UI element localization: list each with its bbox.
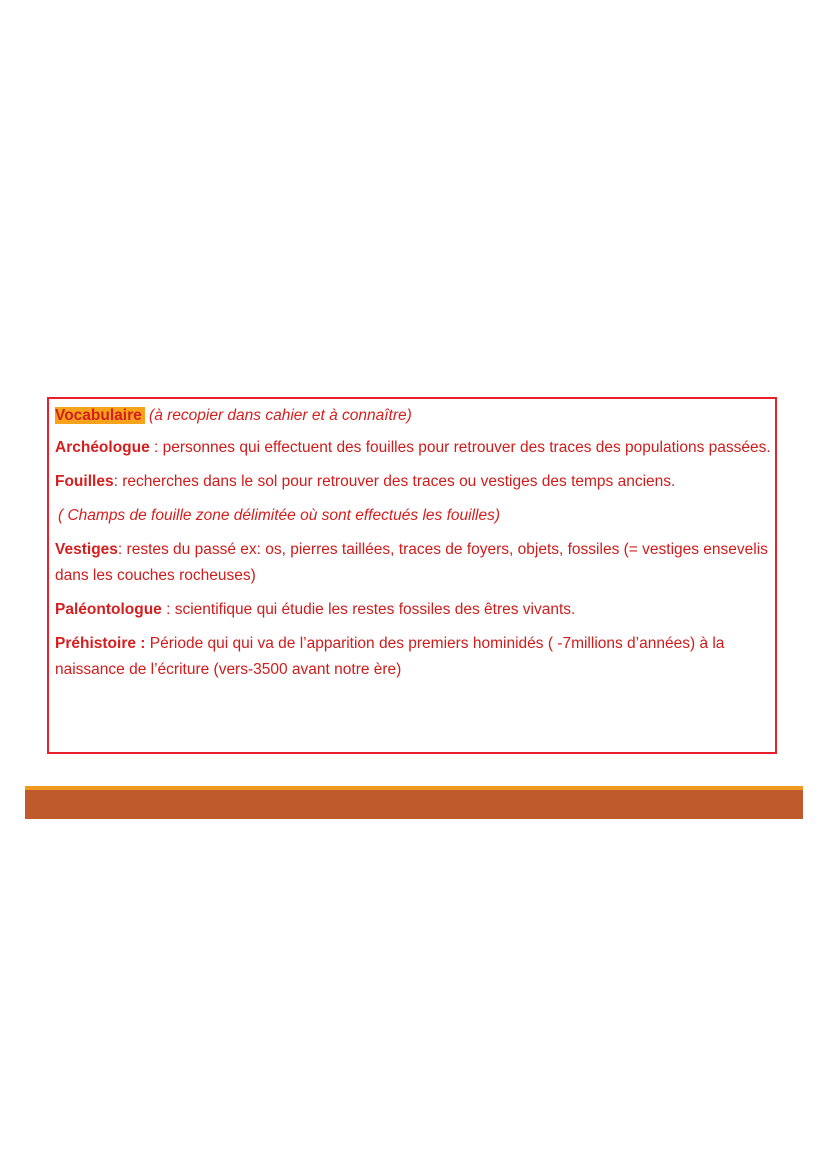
vocabulary-heading-line — [55, 403, 775, 429]
vocabulary-heading: Vocabulaire — [55, 407, 145, 424]
def-fouilles: recherches dans le sol pour retrouver des traces ou vestiges des temps anciens. — [122, 473, 676, 490]
term-archeologue: Archéologue — [55, 439, 150, 456]
sep-vestiges: : — [117, 541, 127, 558]
entry-paleontologue — [55, 597, 775, 623]
sep-archeologue: : — [149, 439, 163, 456]
term-paleontologue: Paléontologue — [55, 601, 162, 618]
term-prehistoire: Préhistoire : — [55, 635, 146, 652]
vocabulary-box — [47, 397, 777, 754]
entry-archeologue — [55, 435, 775, 461]
entry-prehistoire — [55, 631, 775, 683]
term-fouilles: Fouilles — [55, 473, 114, 490]
def-paleontologue: scientifique qui étudie les restes fossiles des êtres vivants. — [174, 601, 576, 618]
entry-champs-note — [55, 503, 775, 529]
def-prehistoire: Période qui qui va de l’apparition des premiers hominidés ( -7millions d’années) à la naissance de l’écriture (vers-3500 avant notre ère) — [55, 635, 725, 678]
decorative-band-brown — [25, 790, 803, 819]
def-vestiges: restes du passé ex: os, pierres taillées, traces de foyers, objets, fossiles (= vestiges ensevelis dans les couches rocheuses) — [55, 541, 768, 584]
entry-fouilles — [55, 469, 775, 495]
term-vestiges: Vestiges — [55, 541, 118, 558]
entry-vestiges — [55, 537, 775, 589]
sep-paleontologue: : — [161, 601, 175, 618]
vocabulary-instruction: (à recopier dans cahier et à connaître) — [149, 407, 412, 424]
champs-note: ( Champs de fouille zone délimitée où sont effectués les fouilles) — [58, 507, 500, 524]
sep-fouilles: : — [113, 473, 123, 490]
def-archeologue: personnes qui effectuent des fouilles pour retrouver des traces des populations passées. — [162, 439, 771, 456]
